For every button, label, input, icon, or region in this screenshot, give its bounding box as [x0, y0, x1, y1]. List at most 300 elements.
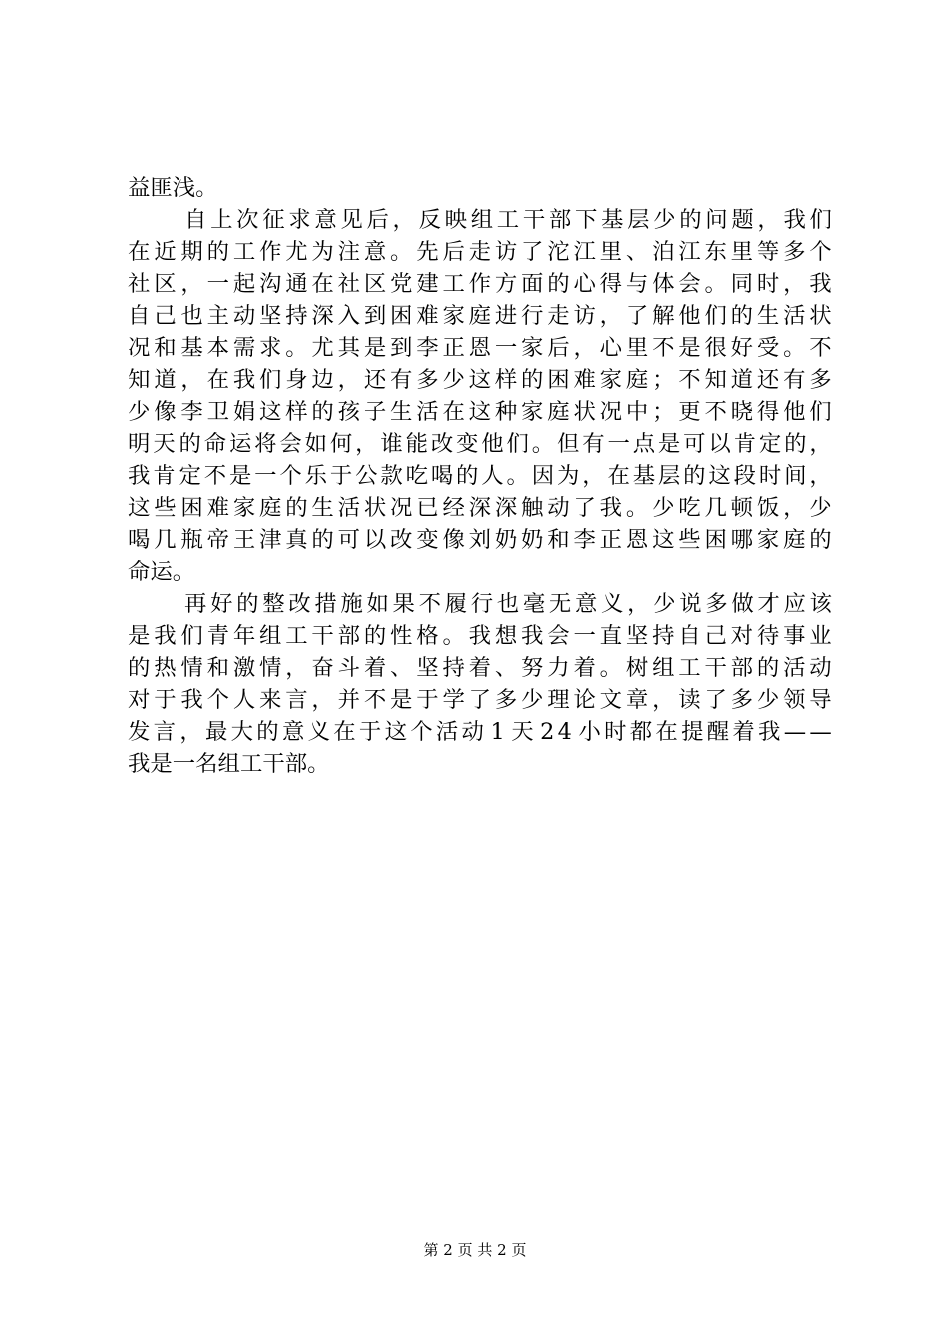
text-line — [128, 620, 832, 652]
text-char: 多 — [809, 367, 832, 393]
text-char: 家 — [232, 495, 256, 521]
text-char: 困 — [180, 495, 203, 521]
text-char: ， — [573, 335, 596, 361]
text-char: 们 — [809, 399, 832, 425]
text-char: 其 — [337, 335, 361, 361]
text-char: 动 — [809, 655, 832, 681]
text-char: 动 — [461, 719, 484, 745]
text-char: 像 — [154, 399, 177, 425]
text-char: 我 — [599, 495, 623, 521]
text-char: 见 — [340, 207, 363, 233]
text-char: 得 — [756, 399, 780, 425]
text-char: 娟 — [232, 399, 256, 425]
text-char: 都 — [629, 719, 653, 745]
text-char: 组 — [470, 207, 494, 233]
text-char: 个 — [206, 687, 229, 713]
text-char: 正 — [599, 527, 623, 553]
text-char: 对 — [128, 687, 151, 713]
text-char: 己 — [154, 303, 177, 329]
text-char: 知 — [128, 367, 151, 393]
text-char: 改 — [288, 591, 311, 617]
text-char: 做 — [731, 591, 754, 617]
text-char: 多 — [416, 367, 439, 393]
text-char: 论 — [573, 687, 596, 713]
text-char: 帝 — [206, 527, 229, 553]
text-char: 。 — [531, 431, 555, 457]
text-char: 困 — [547, 367, 570, 393]
text-char: 建 — [416, 271, 439, 297]
text-char: 意 — [281, 719, 305, 745]
text-char: 说 — [679, 591, 702, 617]
text-line — [128, 588, 832, 620]
text-char: 一 — [607, 431, 630, 457]
text-char: 生 — [390, 399, 413, 425]
text-char: 次 — [236, 207, 259, 233]
page-number-footer: 第 2 页 共 2 页 — [423, 1241, 527, 1259]
text-char: 活 — [435, 719, 459, 745]
text-char: 的 — [809, 527, 832, 553]
text-char: 区 — [154, 271, 177, 297]
text-char: 款 — [380, 463, 403, 489]
text-line — [128, 204, 832, 236]
text-line — [128, 300, 832, 332]
text-char: 他 — [481, 431, 504, 457]
text-char: 心 — [573, 271, 596, 297]
text-line — [128, 716, 832, 748]
text-char: 还 — [363, 367, 387, 393]
text-char: 沱 — [547, 239, 570, 265]
text-char: 与 — [625, 271, 649, 297]
text-char: 毫 — [522, 591, 546, 617]
text-char: 再 — [184, 591, 207, 617]
text-char: 青 — [206, 623, 229, 649]
text-char: 后 — [547, 335, 570, 361]
text-char: 的 — [206, 239, 229, 265]
text-char: 格 — [416, 623, 439, 649]
text-char: 无 — [548, 591, 572, 617]
text-char: 动 — [547, 495, 570, 521]
text-char: 不 — [704, 399, 727, 425]
text-char: 难 — [573, 367, 596, 393]
text-char: ， — [809, 463, 832, 489]
text-char: 。 — [599, 655, 623, 681]
text-char: 于 — [329, 463, 353, 489]
text-char: 好 — [210, 591, 233, 617]
text-char: 不 — [652, 335, 675, 361]
text-char: 己 — [704, 623, 727, 649]
text-char: 们 — [704, 303, 727, 329]
text-char: 醒 — [706, 719, 730, 745]
text-char: 他 — [783, 399, 806, 425]
text-char: 的 — [236, 591, 259, 617]
text-char: 作 — [259, 239, 282, 265]
text-char: 吃 — [405, 463, 428, 489]
text-char: 。 — [783, 335, 806, 361]
text-char: ， — [355, 431, 378, 457]
text-char: 天 — [153, 431, 176, 457]
text-char: 不 — [678, 367, 701, 393]
text-char: 是 — [678, 335, 701, 361]
text-char: 访 — [494, 239, 518, 265]
text-char: 文 — [599, 687, 623, 713]
text-char: 、 — [494, 655, 518, 681]
text-char: 和 — [206, 655, 229, 681]
text-char: 果 — [392, 591, 415, 617]
text-line: 我是一名组工干部。 — [128, 751, 330, 777]
text-char: 2 — [540, 719, 555, 745]
text-char: 应 — [783, 591, 806, 617]
text-char: 命 — [203, 431, 227, 457]
text-char: 几 — [154, 527, 177, 553]
text-char: 刘 — [468, 527, 492, 553]
text-char: 定 — [178, 463, 201, 489]
text-char: 努 — [521, 655, 544, 681]
text-char: 。 — [625, 495, 649, 521]
text-char: 晓 — [730, 399, 754, 425]
text-char: 和 — [154, 335, 177, 361]
text-char: 部 — [337, 623, 361, 649]
text-char: 意 — [574, 591, 598, 617]
text-char: 何 — [329, 431, 353, 457]
text-char: 进 — [494, 303, 518, 329]
text-char: 了 — [468, 687, 492, 713]
text-char: 这 — [384, 719, 407, 745]
text-char: 我 — [180, 687, 203, 713]
text-char: 的 — [311, 527, 334, 553]
text-char: 会 — [279, 431, 302, 457]
text-char: 个 — [410, 719, 433, 745]
text-char: 我 — [468, 623, 492, 649]
text-char: 如 — [366, 591, 389, 617]
text-char: 该 — [809, 591, 832, 617]
text-line — [128, 236, 832, 268]
text-char: 多 — [730, 687, 754, 713]
text-char: 等 — [756, 239, 780, 265]
text-char: 是 — [228, 463, 252, 489]
text-char: 不 — [809, 335, 832, 361]
text-char: 这 — [468, 367, 492, 393]
text-char: 这 — [128, 495, 151, 521]
text-char: 了 — [521, 239, 544, 265]
text-char: ， — [180, 367, 203, 393]
text-char: 不 — [363, 687, 387, 713]
text-char: ， — [809, 431, 832, 457]
text-char: 并 — [337, 687, 361, 713]
text-char: 章 — [625, 687, 649, 713]
text-char: 意 — [363, 239, 387, 265]
text-char: 在 — [607, 463, 630, 489]
text-char: 庭 — [468, 303, 492, 329]
text-char: 通 — [285, 271, 308, 297]
text-char: 这 — [708, 463, 731, 489]
text-char: 尤 — [311, 335, 334, 361]
text-char: 了 — [625, 303, 649, 329]
text-char: 部 — [730, 655, 754, 681]
text-char: 的 — [683, 463, 706, 489]
text-char: 奋 — [311, 655, 334, 681]
text-char: 这 — [652, 527, 675, 553]
text-line — [128, 524, 832, 556]
text-char: 工 — [496, 207, 520, 233]
text-char: 个 — [809, 239, 832, 265]
text-char: 在 — [333, 719, 356, 745]
text-char: 家 — [756, 527, 780, 553]
text-line — [128, 364, 832, 396]
text-char: 江 — [678, 239, 701, 265]
text-char: 持 — [442, 655, 465, 681]
text-char: 如 — [304, 431, 328, 457]
text-char: 年 — [232, 623, 256, 649]
text-char: ， — [783, 495, 806, 521]
text-char: 我 — [758, 719, 781, 745]
text-char: 不 — [203, 463, 227, 489]
text-char: 哪 — [730, 527, 754, 553]
text-char: 为 — [311, 239, 334, 265]
text-char: 坚 — [625, 623, 649, 649]
text-char: 的 — [784, 431, 807, 457]
text-char: 反 — [418, 207, 441, 233]
text-char: 点 — [632, 431, 656, 457]
text-char: 这 — [259, 399, 282, 425]
text-char: 活 — [416, 399, 439, 425]
text-char: 大 — [230, 719, 254, 745]
text-char: 状 — [573, 399, 596, 425]
text-char: 肯 — [733, 431, 757, 457]
text-char: 已 — [416, 495, 439, 521]
text-char: 在 — [128, 239, 151, 265]
text-char: 可 — [337, 527, 361, 553]
text-line — [128, 396, 832, 428]
text-char: 家 — [442, 303, 465, 329]
text-char: 家 — [521, 335, 544, 361]
text-char: 履 — [444, 591, 468, 617]
text-char: 干 — [311, 623, 334, 649]
text-char: 、 — [390, 655, 413, 681]
text-char: 们 — [259, 367, 282, 393]
text-char: 难 — [416, 303, 439, 329]
text-char: 庭 — [547, 399, 570, 425]
text-char: 不 — [418, 591, 441, 617]
text-char: 公 — [355, 463, 378, 489]
text-char: 着 — [573, 655, 596, 681]
text-char: 天 — [511, 719, 534, 745]
text-char: 坚 — [416, 655, 439, 681]
text-char: 肯 — [153, 463, 176, 489]
text-char: 段 — [733, 463, 757, 489]
text-char: 泊 — [652, 239, 675, 265]
text-char: 学 — [442, 687, 465, 713]
text-char: 。 — [390, 239, 413, 265]
text-char: 会 — [547, 623, 570, 649]
text-char: 时 — [756, 271, 780, 297]
text-char: 到 — [363, 303, 387, 329]
text-char: 深 — [494, 495, 518, 521]
text-char: 变 — [416, 527, 439, 553]
text-char: 以 — [363, 527, 387, 553]
text-char: 少 — [653, 591, 676, 617]
text-char: 性 — [390, 623, 413, 649]
text-char: 着 — [363, 655, 387, 681]
text-char: 解 — [652, 303, 675, 329]
text-char: 况 — [390, 495, 413, 521]
text-char: 少 — [521, 687, 544, 713]
text-char: 少 — [128, 399, 151, 425]
text-char: ， — [180, 271, 203, 297]
text-char: 的 — [178, 431, 201, 457]
text-char: 沟 — [259, 271, 282, 297]
text-char: 读 — [678, 687, 701, 713]
text-char: 少 — [442, 367, 465, 393]
text-char: 的 — [756, 655, 780, 681]
text-char: 层 — [657, 463, 681, 489]
text-char: 我 — [154, 623, 177, 649]
text-char: 走 — [468, 239, 492, 265]
text-char: 们 — [506, 431, 529, 457]
text-char: 义 — [307, 719, 330, 745]
text-char: 题 — [731, 207, 754, 233]
text-char: 期 — [180, 239, 203, 265]
text-char: 自 — [678, 623, 701, 649]
text-char: ， — [337, 367, 361, 393]
text-char: 好 — [730, 335, 754, 361]
text-char: 体 — [652, 271, 675, 297]
text-char: 下 — [574, 207, 598, 233]
text-char: 还 — [756, 367, 780, 393]
text-char: 行 — [521, 303, 544, 329]
text-char: 措 — [314, 591, 337, 617]
text-char: 奶 — [494, 527, 518, 553]
text-char: 时 — [758, 463, 782, 489]
text-char: 庭 — [625, 367, 649, 393]
text-char: — — [809, 719, 832, 745]
text-char: 边 — [311, 367, 334, 393]
text-char: 基 — [601, 207, 624, 233]
text-char: 4 — [557, 719, 572, 745]
text-char: 里 — [730, 239, 754, 265]
text-char: 几 — [704, 495, 727, 521]
text-line: 命运。 — [128, 559, 196, 585]
text-char: 深 — [311, 303, 334, 329]
text-char: 的 — [547, 271, 570, 297]
text-char: 有 — [582, 431, 605, 457]
text-char: 少 — [809, 495, 832, 521]
text-char: 他 — [678, 303, 701, 329]
text-char: 江 — [573, 239, 596, 265]
text-char: 主 — [206, 303, 229, 329]
text-char: 着 — [732, 719, 755, 745]
text-char: 生 — [311, 495, 334, 521]
text-char: 自 — [184, 207, 207, 233]
text-char: 喝 — [128, 527, 151, 553]
text-char: 道 — [730, 367, 754, 393]
text-char: 和 — [547, 527, 570, 553]
text-char: 这 — [468, 399, 492, 425]
text-char: 状 — [363, 495, 387, 521]
text-char: 是 — [657, 431, 681, 457]
text-char: ， — [392, 207, 415, 233]
text-char: 一 — [494, 335, 518, 361]
text-char: 组 — [259, 623, 282, 649]
text-char: 一 — [206, 271, 229, 297]
text-char: 饭 — [756, 495, 780, 521]
text-char: 树 — [625, 655, 649, 681]
text-char: 在 — [442, 399, 465, 425]
text-char: 动 — [232, 303, 256, 329]
text-char: 发 — [128, 719, 151, 745]
text-char: 部 — [548, 207, 572, 233]
text-char: 。 — [704, 271, 727, 297]
text-char: 组 — [652, 655, 675, 681]
text-char: 也 — [180, 303, 203, 329]
text-char: 困 — [704, 527, 727, 553]
text-char: 干 — [704, 655, 727, 681]
text-char: ， — [757, 207, 780, 233]
text-char: 时 — [604, 719, 627, 745]
text-char: 领 — [783, 687, 806, 713]
text-char: 业 — [809, 623, 832, 649]
text-char: 到 — [390, 335, 413, 361]
text-char: 后 — [366, 207, 389, 233]
text-char: 多 — [705, 591, 728, 617]
text-char: 家 — [521, 399, 544, 425]
text-char: 能 — [405, 431, 428, 457]
text-char: 在 — [311, 271, 334, 297]
text-char: 直 — [599, 623, 623, 649]
text-char: 来 — [259, 687, 282, 713]
text-char: 的 — [730, 303, 754, 329]
text-char: 入 — [337, 303, 361, 329]
text-char: 持 — [285, 303, 308, 329]
text-line: 益匪浅。 — [128, 175, 218, 201]
text-char: 谁 — [380, 431, 403, 457]
text-line — [128, 268, 832, 300]
text-char: 导 — [809, 687, 832, 713]
text-char: 瓶 — [180, 527, 203, 553]
text-char: 面 — [521, 271, 544, 297]
text-char: 况 — [599, 399, 623, 425]
text-char: 改 — [430, 431, 454, 457]
text-char: 。 — [442, 623, 465, 649]
text-char: 的 — [363, 623, 387, 649]
text-char: 卫 — [206, 399, 229, 425]
text-char: 方 — [494, 271, 518, 297]
text-char: 区 — [363, 271, 387, 297]
text-char: 起 — [232, 271, 256, 297]
text-char: 一 — [573, 623, 596, 649]
text-char: 个 — [279, 463, 302, 489]
text-char: 活 — [337, 495, 361, 521]
text-char: 是 — [128, 623, 151, 649]
text-char: 工 — [442, 271, 465, 297]
text-char: 于 — [358, 719, 382, 745]
text-char: 种 — [494, 399, 518, 425]
text-char: 热 — [154, 655, 177, 681]
text-char: 的 — [128, 655, 151, 681]
text-char: 后 — [442, 239, 465, 265]
text-char: 中 — [625, 399, 649, 425]
text-char: 。 — [506, 463, 529, 489]
text-char: 工 — [232, 239, 256, 265]
text-char: 是 — [363, 335, 387, 361]
text-char: 可 — [683, 431, 706, 457]
text-char: 想 — [494, 623, 518, 649]
text-char: ， — [311, 687, 334, 713]
text-char: 近 — [154, 239, 177, 265]
text-char: 李 — [573, 527, 596, 553]
text-char: 于 — [416, 687, 439, 713]
text-char: 况 — [128, 335, 151, 361]
text-char: 的 — [285, 495, 308, 521]
